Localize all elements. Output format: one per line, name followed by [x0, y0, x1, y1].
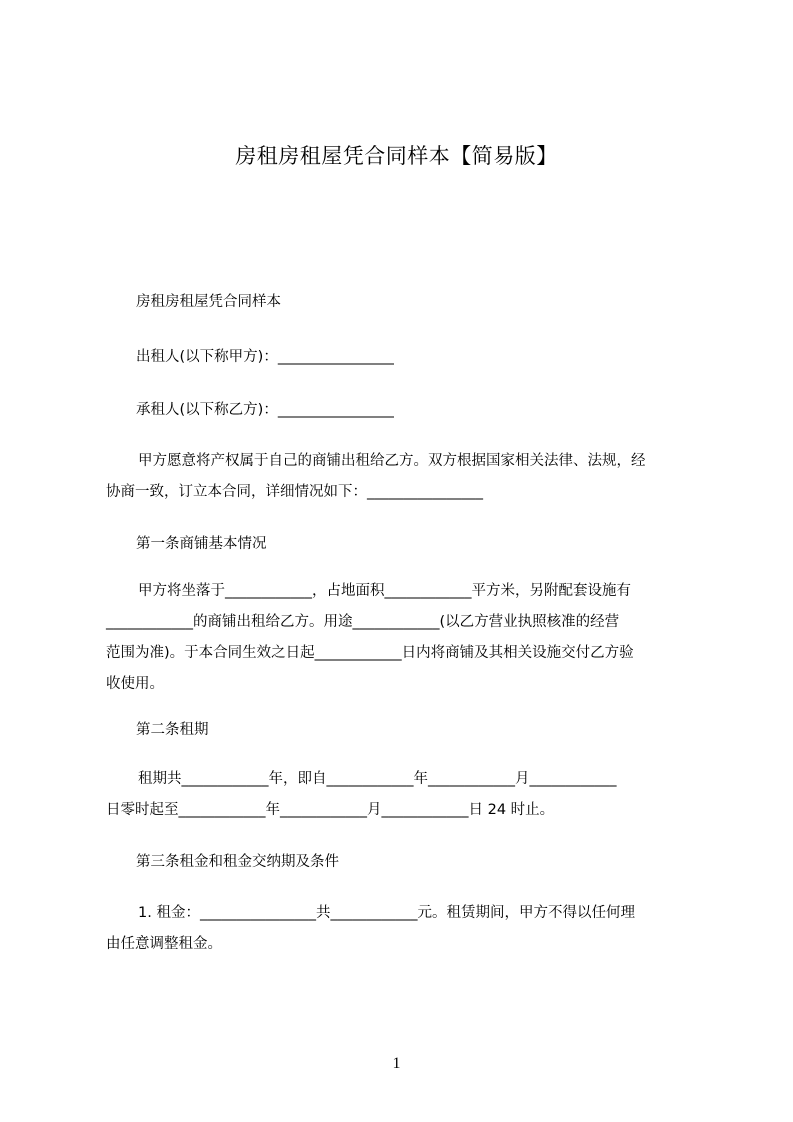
article2-line-2: 日零时起至____________年____________月____________日 24 时止。: [106, 802, 555, 818]
page-number: 1: [392, 1055, 401, 1072]
contract-subtitle: 房租房租屋凭合同样本: [136, 294, 281, 310]
article1-heading: 第一条商铺基本情况: [136, 536, 267, 552]
article3-paragraph: [106, 898, 701, 960]
article3-line-1: 1. 租金：________________共____________元。租赁期间，甲方不得以任何理: [138, 905, 635, 921]
intro-line-2: 协商一致，订立本合同，详细情况如下：________________: [106, 484, 483, 500]
intro-line-1: 甲方愿意将产权属于自己的商铺出租给乙方。双方根据国家相关法律、法规，经: [138, 453, 646, 469]
article2-line-1: 租期共____________年，即自____________年____________月____________: [138, 771, 617, 787]
document-title: 房租房租屋凭合同样本【简易版】: [235, 144, 558, 168]
article1-line-2: ____________的商铺出租给乙方。用途____________(以乙方营业执照核准的经营: [106, 614, 620, 630]
intro-paragraph: [106, 446, 701, 508]
article1-line-3: 范围为准)。于本合同生效之日起____________日内将商铺及其相关设施交付乙方验: [106, 645, 634, 661]
article3-heading: 第三条租金和租金交纳期及条件: [136, 854, 339, 870]
article2-paragraph: [106, 764, 701, 826]
article1-line-4: 收使用。: [106, 676, 164, 692]
lessee-line: 承租人(以下称乙方)：________________: [136, 402, 394, 418]
article1-paragraph: [106, 576, 701, 700]
article3-line-2: 由任意调整租金。: [106, 936, 222, 952]
article1-line-1: 甲方将坐落于____________，占地面积____________平方米，另附配套设施有: [138, 583, 631, 599]
article2-heading: 第二条租期: [136, 722, 209, 738]
lessor-line: 出租人(以下称甲方)：________________: [136, 349, 394, 365]
